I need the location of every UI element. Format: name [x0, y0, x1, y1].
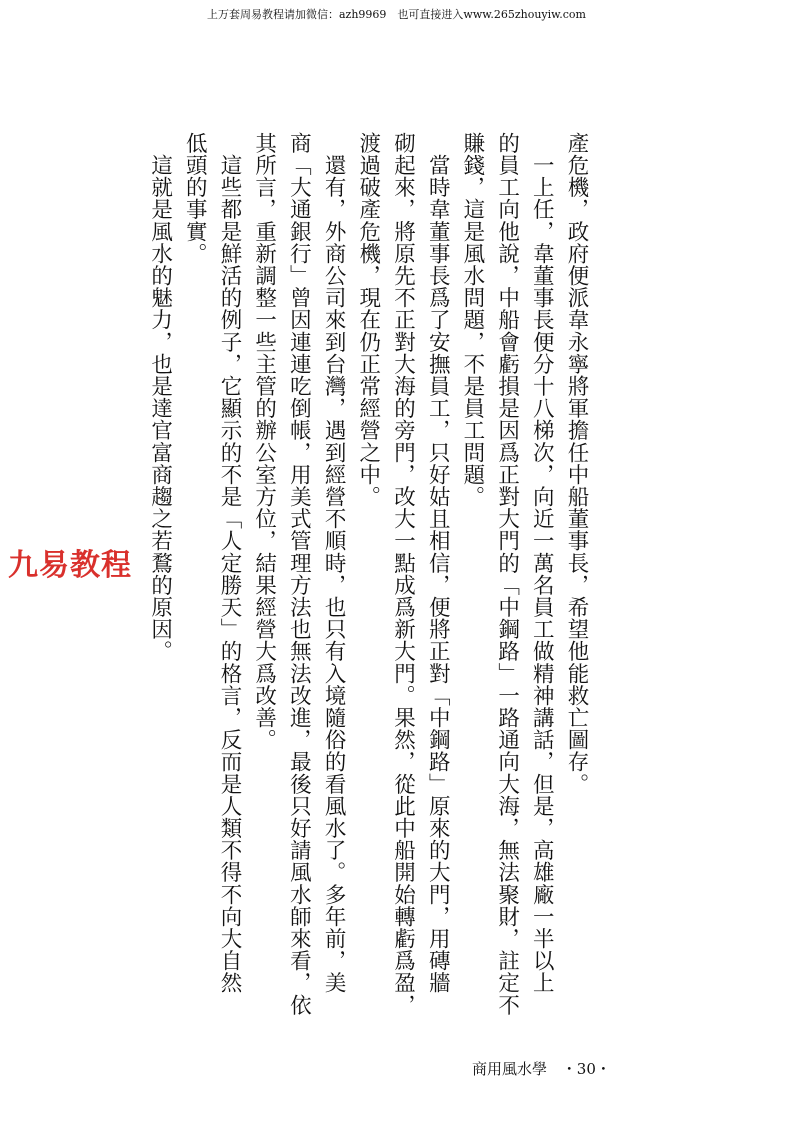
vertical-text-body: [142, 132, 593, 1016]
page-number: ・30・: [561, 1060, 611, 1078]
text-column: 一上任，韋董事長便分十八梯次，向近一萬名員工做精神講話，但是，高雄廠一半以上: [529, 132, 555, 994]
text-column: 這些都是鮮活的例子，它顯示的不是「人定勝天」的格言，反而是人類不得不向大自然: [216, 132, 242, 994]
text-column: 這就是風水的魅力，也是達官富商趨之若鶩的原因。: [147, 132, 173, 663]
watermark-logo: 九易教程: [8, 548, 132, 583]
text-column: 當時韋董事長爲了安撫員工，只好姑且相信，便將正對「中鋼路」原來的大門，用磚牆: [425, 132, 451, 994]
text-column: 賺錢，這是風水問題，不是員工問題。: [459, 132, 485, 508]
page-footer: [472, 1058, 621, 1079]
text-column: 渡過破產危機，現在仍正常經營之中。: [355, 132, 381, 508]
text-column: 商「大通銀行」曾因連連吃倒帳，用美式管理方法也無法改進，最後只好請風水師來看，依: [286, 132, 312, 1016]
text-column: 還有，外商公司來到台灣，遇到經營不順時，也只有入境隨俗的看風水了。多年前，美: [321, 132, 347, 994]
book-title: 商用風水學: [472, 1060, 548, 1078]
text-column: 砌起來，將原先不正對大海的旁門，改大一點成爲新大門。果然，從此中船開始轉虧爲盈，: [390, 132, 416, 1016]
text-column: 的員工向他說，中船會虧損是因爲正對大門的「中鋼路」一路通向大海，無法聚財，註定不: [494, 132, 520, 1016]
text-column: 產危機，政府便派韋永寧將軍擔任中船董事長，希望他能救亡圖存。: [564, 132, 589, 795]
header-banner: 上万套周易教程请加微信：azh9969 也可直接进入www.265zhouyiw.com: [206, 8, 586, 21]
text-column: 其所言，重新調整一些主管的辦公室方位，結果經營大爲改善。: [251, 132, 277, 751]
text-column: 低頭的事實。: [182, 132, 208, 265]
